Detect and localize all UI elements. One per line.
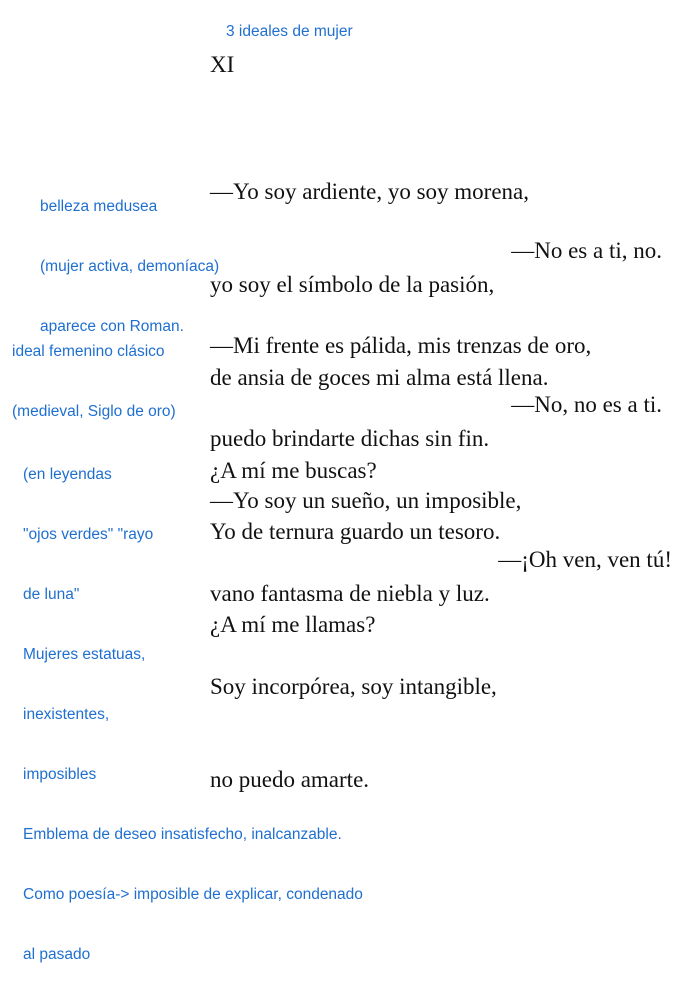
annotation-line: (medieval, Siglo de oro) xyxy=(12,403,176,420)
annotation-line: "ojos verdes" "rayo xyxy=(23,526,154,543)
annotation-note-classic xyxy=(12,302,176,442)
poem-line: —Yo soy ardiente, yo soy morena, xyxy=(210,179,529,204)
poem-line: ¿A mí me buscas? xyxy=(210,458,377,483)
poem-reply-3: —¡Oh ven, ven tú! xyxy=(498,547,672,572)
poem-reply-1: —No es a ti, no. xyxy=(511,238,662,263)
annotation-line: imposibles xyxy=(23,766,97,783)
annotation-line: de luna" xyxy=(23,586,80,603)
poem-line: vano fantasma de niebla y luz. xyxy=(210,581,490,606)
annotation-line: Como poesía-> imposible de explicar, condenado xyxy=(23,886,363,903)
poem-number: XI xyxy=(210,52,235,77)
annotation-line: al pasado xyxy=(23,946,91,963)
annotation-line: ideal femenino clásico xyxy=(12,343,165,360)
poem-line: puedo brindarte dichas sin fin. xyxy=(210,426,490,451)
poem-line: yo soy el símbolo de la pasión, xyxy=(210,272,495,297)
annotation-line: (mujer activa, demoníaca) xyxy=(40,258,220,275)
poem-line: de ansia de goces mi alma está llena. xyxy=(210,365,549,390)
annotation-line: (en leyendas xyxy=(23,466,112,483)
poem-line: no puedo amarte. xyxy=(210,767,370,792)
annotation-line: Mujeres estatuas, xyxy=(23,646,146,663)
poem-line: ¿A mí me llamas? xyxy=(210,612,376,637)
poem-line: —Mi frente es pálida, mis trenzas de oro, xyxy=(210,333,592,358)
poem-line: —Yo soy un sueño, un imposible, xyxy=(210,488,522,513)
poem-line: Yo de ternura guardo un tesoro. xyxy=(210,519,501,544)
poem-reply-2: —No, no es a ti. xyxy=(511,392,662,417)
annotation-line: inexistentes, xyxy=(23,706,110,723)
poem-stanza-3 xyxy=(210,423,521,826)
poem-line: Soy incorpórea, soy intangible, xyxy=(210,674,497,699)
annotation-line: belleza medusea xyxy=(40,198,158,215)
annotation-header: 3 ideales de mujer xyxy=(226,23,353,40)
annotation-line: aparece con Roman. xyxy=(40,318,184,335)
annotation-line: Emblema de deseo insatisfecho, inalcanzable. xyxy=(23,826,342,843)
